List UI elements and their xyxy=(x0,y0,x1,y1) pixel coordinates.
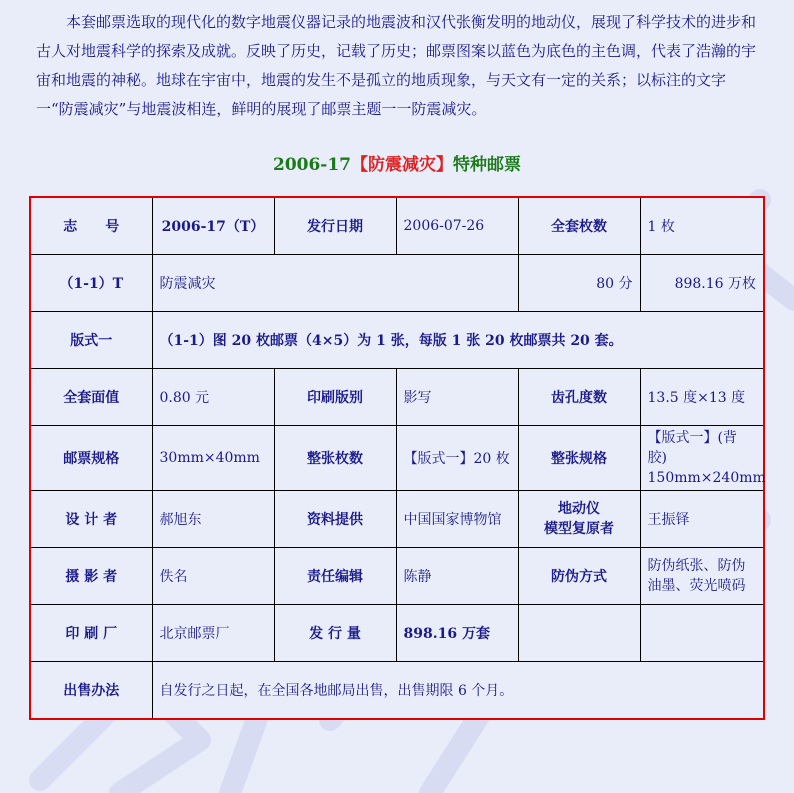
printer-label: 印 刷 厂 xyxy=(30,604,152,661)
set-count-value: 1 枚 xyxy=(640,197,764,254)
issue-quantity-value: 898.16 万套 xyxy=(396,604,518,661)
editor-label: 责任编辑 xyxy=(274,547,396,604)
table-row xyxy=(30,425,764,490)
empty-cell xyxy=(518,604,640,661)
printer-value: 北京邮票厂 xyxy=(152,604,274,661)
table-row xyxy=(30,490,764,547)
print-method-label: 印刷版别 xyxy=(274,368,396,425)
issue-date-value: 2006-07-26 xyxy=(396,197,518,254)
table-row xyxy=(30,197,764,254)
format-value: （1-1）图 20 枚邮票（4×5）为 1 张，每版 1 张 20 枚邮票共 20 套。 xyxy=(152,311,764,368)
table-row xyxy=(30,368,764,425)
table-row xyxy=(30,311,764,368)
source-value: 中国国家博物馆 xyxy=(396,490,518,547)
stamp-info-table xyxy=(29,196,765,720)
security-label: 防伪方式 xyxy=(518,547,640,604)
title-highlight: 【防震减灾】 xyxy=(351,155,454,175)
table-row xyxy=(30,661,764,719)
restorer-label: 地动仪 模型复原者 xyxy=(518,490,640,547)
stamp-denomination: 80 分 xyxy=(518,254,640,311)
security-value: 防伪纸张、防伪油墨、荧光喷码 xyxy=(640,547,764,604)
id-value: 2006-17（T） xyxy=(152,197,274,254)
perforation-label: 齿孔度数 xyxy=(518,368,640,425)
photographer-value: 佚名 xyxy=(152,547,274,604)
stamp-size-value: 30mm×40mm xyxy=(152,425,274,490)
source-label: 资料提供 xyxy=(274,490,396,547)
title-suffix: 特种邮票 xyxy=(453,155,522,175)
issue-date-label: 发行日期 xyxy=(274,197,396,254)
face-value: 0.80 元 xyxy=(152,368,274,425)
table-row xyxy=(30,547,764,604)
stamp-number: （1-1）T xyxy=(30,254,152,311)
table-row xyxy=(30,254,764,311)
intro-paragraph: 本套邮票选取的现代化的数字地震仪器记录的地震波和汉代张衡发明的地动仪，展现了科学技术的进步和古人对地震科学的探索及成就。反映了历史，记载了历史；邮票图案以蓝色为底色的主色调，代表了浩瀚的宇宙和地震的神秘。地球在宇宙中，地震的发生不是孤立的地质现象，与天文有一定的关系；以标注的文字一“防震减灾”与地震波相连，鲜明的展现了邮票主题一一防震减灾。 xyxy=(36,13,757,118)
print-method-value: 影写 xyxy=(396,368,518,425)
sheet-count-value: 【版式一】20 枚 xyxy=(396,425,518,490)
photographer-label: 摄 影 者 xyxy=(30,547,152,604)
face-value-label: 全套面值 xyxy=(30,368,152,425)
designer-value: 郝旭东 xyxy=(152,490,274,547)
title-prefix: 2006-17 xyxy=(272,155,352,175)
sheet-count-label: 整张枚数 xyxy=(274,425,396,490)
sheet-size-label: 整张规格 xyxy=(518,425,640,490)
perforation-value: 13.5 度×13 度 xyxy=(640,368,764,425)
sale-method-value: 自发行之日起，在全国各地邮局出售，出售期限 6 个月。 xyxy=(152,661,764,719)
restorer-value: 王振铎 xyxy=(640,490,764,547)
sale-method-label: 出售办法 xyxy=(30,661,152,719)
stamp-name: 防震减灾 xyxy=(152,254,518,311)
page-title xyxy=(0,150,794,175)
issue-quantity-label: 发 行 量 xyxy=(274,604,396,661)
designer-label: 设 计 者 xyxy=(30,490,152,547)
sheet-size-value: 【版式一】(背胶) 150mm×240mm xyxy=(640,425,764,490)
format-label: 版式一 xyxy=(30,311,152,368)
editor-value: 陈静 xyxy=(396,547,518,604)
set-count-label: 全套枚数 xyxy=(518,197,640,254)
stamp-quantity: 898.16 万枚 xyxy=(640,254,764,311)
stamp-size-label: 邮票规格 xyxy=(30,425,152,490)
id-label: 志 号 xyxy=(30,197,152,254)
empty-cell xyxy=(640,604,764,661)
table-row xyxy=(30,604,764,661)
